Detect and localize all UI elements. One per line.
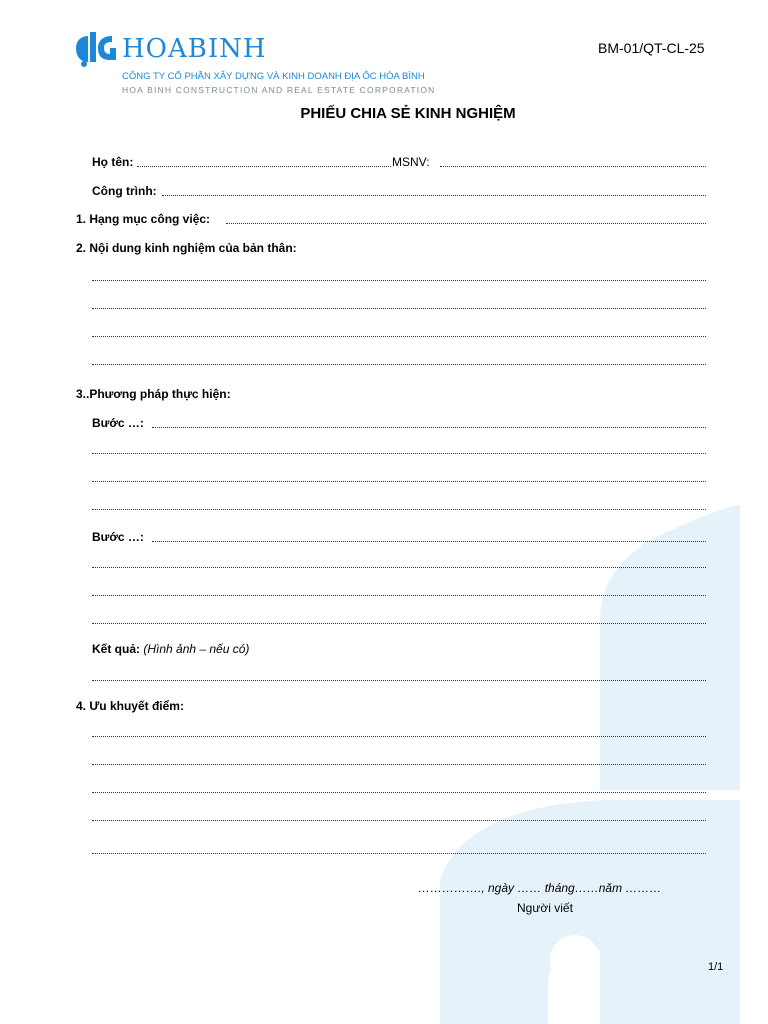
result-label: Kết quả: [92,642,140,656]
signer-label: Người viết [517,901,573,915]
pros-cons-line[interactable] [92,736,706,737]
item1-field[interactable] [226,213,706,224]
pros-cons-line[interactable] [92,764,706,765]
step1-line[interactable] [92,481,706,482]
item4-label: 4. Ưu khuyết điểm: [76,699,184,713]
name-label: Họ tên: [92,155,134,169]
experience-line[interactable] [92,280,706,281]
form-code: BM-01/QT-CL-25 [598,40,705,56]
company-name-en: HOA BINH CONSTRUCTION AND REAL ESTATE CORPORATION [122,85,436,95]
page-title: PHIẾU CHIA SẺ KINH NGHIỆM [300,105,516,122]
experience-line[interactable] [92,308,706,309]
step1-line[interactable] [92,453,706,454]
item1-label: 1. Hạng mục công việc: [76,212,211,226]
project-field[interactable] [162,185,706,196]
step2-line[interactable] [92,595,706,596]
pros-cons-line[interactable] [92,853,706,854]
project-label: Công trình: [92,184,157,198]
pros-cons-line[interactable] [92,792,706,793]
result-line[interactable] [92,680,706,681]
step1-field[interactable] [152,417,706,428]
step2-line[interactable] [92,567,706,568]
step2-field[interactable] [152,531,706,542]
item2-label: 2. Nội dung kinh nghiệm của bản thân: [76,241,297,255]
pros-cons-line[interactable] [92,820,706,821]
company-name-vi: CÔNG TY CỔ PHẦN XÂY DỰNG VÀ KINH DOANH ĐỊA ỐC HÒA BÌNH [122,71,425,82]
brand-name: HOABINH [122,34,267,64]
step1-label: Bước …: [92,416,144,430]
step2-label: Bước …: [92,530,144,544]
name-field[interactable] [137,156,391,167]
step1-line[interactable] [92,509,706,510]
page-number: 1/1 [708,961,724,973]
company-logo [72,28,120,73]
step2-line[interactable] [92,623,706,624]
date-line: ……………., ngày …… tháng……năm ……… [418,881,662,895]
experience-line[interactable] [92,336,706,337]
result-row [92,641,249,657]
employee-id-label: MSNV: [392,155,430,169]
item3-label: 3..Phương pháp thực hiện: [76,387,231,401]
result-note: (Hình ảnh – nếu có) [143,642,250,656]
experience-line[interactable] [92,364,706,365]
employee-id-field[interactable] [440,156,706,167]
hoabinh-logo-icon [72,28,120,68]
